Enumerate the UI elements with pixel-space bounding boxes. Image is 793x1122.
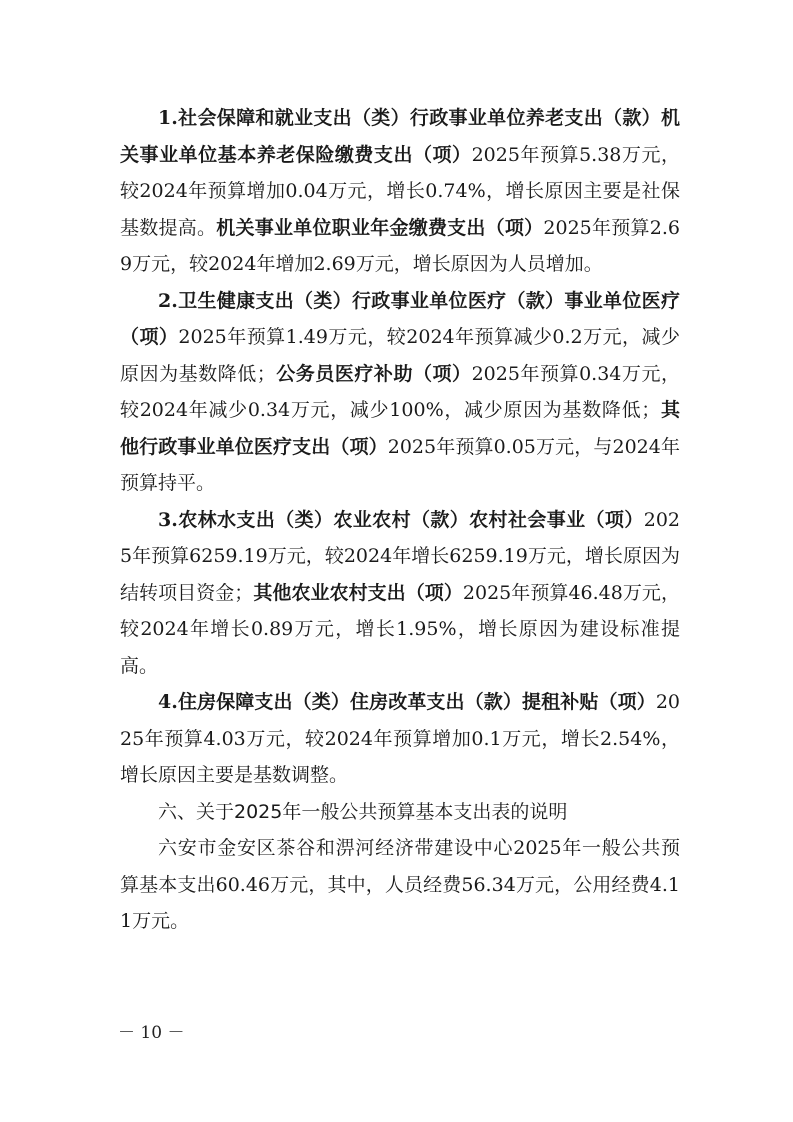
- item-text: 2025年预算6259.19万元，较2024年增长6259.19万元，增长原因为结转项目资金；: [120, 508, 680, 604]
- item-text: 2025年预算5.38万元，较2024年预算增加0.04万元，增长0.74%，增长原因主要是社保基数提高。: [120, 143, 680, 239]
- item-text: 2025年预算0.05万元，与2024年预算持平。: [120, 435, 680, 494]
- item-text: 2025年预算2.69万元，较2024年增加2.69万元，增长原因为人员增加。: [120, 216, 680, 275]
- paragraph-social-security: [120, 100, 680, 283]
- item-heading: 1.社会保障和就业支出（类）行政事业单位养老支出（款）机关事业单位基本养老保险缴费支出（项）: [120, 107, 680, 166]
- item-heading: 4.住房保障支出（类）住房改革支出（款）提租补贴（项）: [158, 691, 656, 713]
- paragraph-basic-expenditure: 六安市金安区茶谷和淠河经济带建设中心2025年一般公共预算基本支出60.46万元，其中，人员经费56.34万元，公用经费4.11万元。: [120, 837, 680, 932]
- item-heading: 公务员医疗补助（项）: [275, 362, 472, 385]
- item-heading: 机关事业单位职业年金缴费支出（项）: [216, 216, 544, 239]
- item-heading: 其他行政事业单位医疗支出（项）: [120, 399, 680, 458]
- item-heading: 2.卫生健康支出（类）行政事业单位医疗（款）事业单位医疗（项）: [120, 289, 680, 348]
- paragraph-health: [120, 283, 680, 502]
- page-number: － 10 －: [118, 1023, 185, 1043]
- section-heading: 六、关于2025年一般公共预算基本支出表的说明: [158, 800, 568, 823]
- document-page: [120, 100, 680, 940]
- item-heading: 其他农业农村支出（项）: [253, 581, 463, 604]
- paragraph-housing: [120, 684, 680, 794]
- paragraph-agriculture: [120, 502, 680, 685]
- item-text: 2025年预算46.48万元，较2024年增长0.89万元，增长1.95%，增长原因为建设标准提高。: [120, 581, 680, 677]
- item-text: 2025年预算4.03万元，较2024年预算增加0.1万元，增长2.54%，增长原因主要是基数调整。: [120, 691, 680, 786]
- item-text: 2025年预算1.49万元，较2024年预算减少0.2万元，减少原因为基数降低；: [120, 326, 680, 385]
- item-heading: 3.农林水支出（类）农业农村（款）农村社会事业（项）: [158, 508, 644, 531]
- item-text: 2025年预算0.34万元，较2024年减少0.34万元，减少100%，减少原因为基数降低；: [120, 362, 680, 421]
